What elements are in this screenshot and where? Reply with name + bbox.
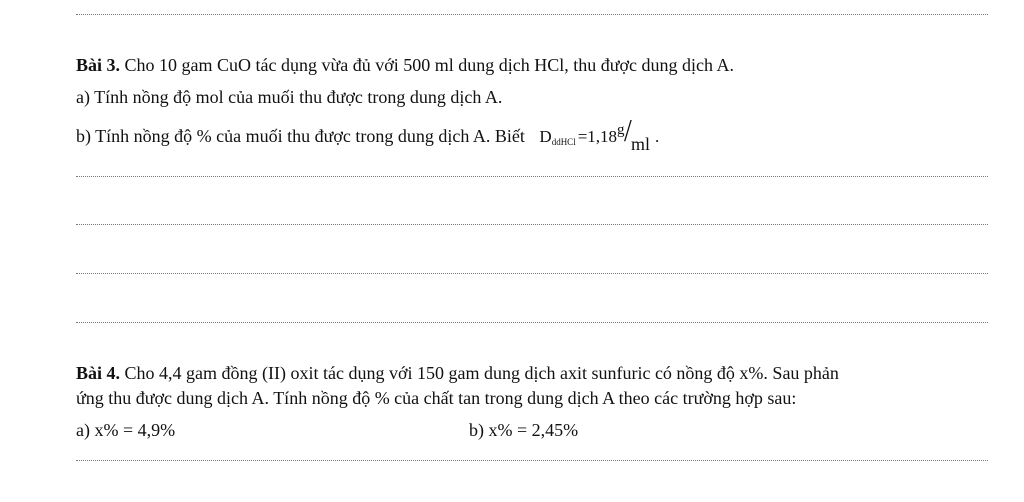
- density-subscript: ddHCl: [551, 137, 576, 147]
- bai3-part-b: [76, 113, 660, 154]
- answer-dotted-line: [76, 14, 988, 15]
- bai4-text: Cho 4,4 gam đồng (II) oxit tác dụng với 150 gam dung dịch axit sunfuric có nồng độ x%. Sau phản: [120, 363, 839, 383]
- bai3-text: Cho 10 gam CuO tác dụng vừa đủ với 500 ml dung dịch HCl, thu được dung dịch A.: [120, 55, 735, 75]
- bai3-part-a: a) Tính nồng độ mol của muối thu được trong dung dịch A.: [76, 87, 503, 107]
- density-unit: [617, 113, 655, 154]
- bai4-statement: [76, 362, 839, 384]
- bai3-number: Bài 3.: [76, 55, 121, 75]
- answer-dotted-line: [76, 176, 988, 177]
- formula-end: .: [655, 127, 660, 146]
- unit-slash: /: [624, 113, 632, 150]
- answer-dotted-line: [76, 322, 988, 323]
- bai4-case-a: a) x% = 4,9%: [76, 420, 176, 440]
- answer-dotted-line: [76, 224, 988, 225]
- bai4-statement-line2: ứng thu được dung dịch A. Tính nồng độ % của chất tan trong dung dịch A theo các trường hợp sau:: [76, 388, 797, 408]
- answer-dotted-line: [76, 460, 988, 461]
- density-symbol: D: [539, 127, 552, 146]
- unit-numerator: g: [617, 122, 625, 138]
- bai4-number: Bài 4.: [76, 363, 121, 383]
- bai3-statement: [76, 54, 734, 76]
- answer-dotted-line: [76, 273, 988, 274]
- bai4-case-b: b) x% = 2,45%: [469, 420, 579, 440]
- density-formula: [539, 113, 660, 154]
- bai4-cases: [76, 419, 988, 441]
- bai3-part-b-text: b) Tính nồng độ % của muối thu được trong dung dịch A. Biết: [76, 126, 525, 146]
- unit-denominator: ml: [631, 134, 651, 154]
- density-value: =1,18: [577, 127, 618, 146]
